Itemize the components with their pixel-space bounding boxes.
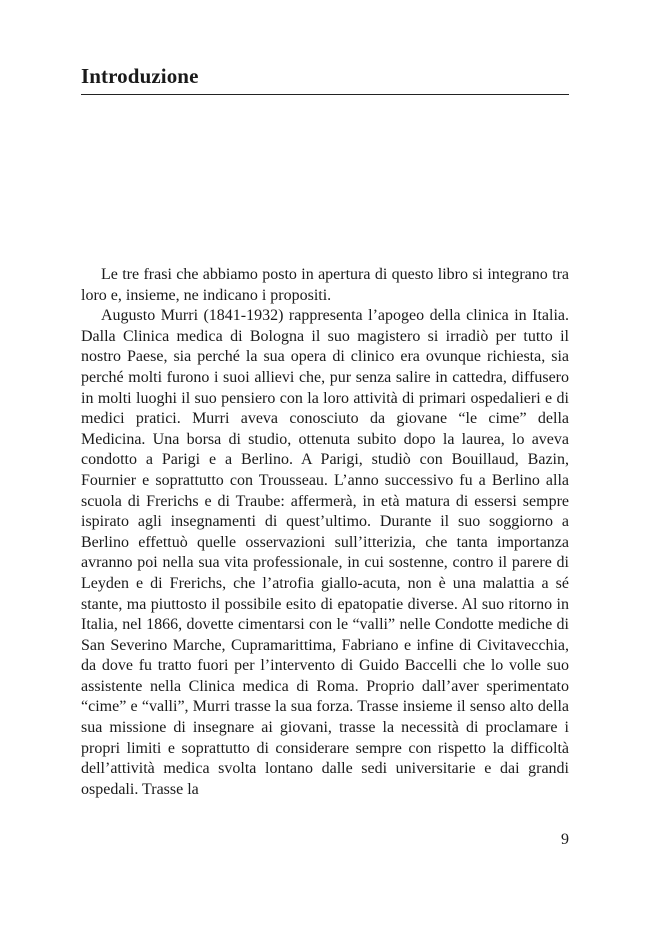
title-underline bbox=[81, 94, 569, 95]
body-text bbox=[81, 265, 569, 800]
paragraph: Le tre frasi che abbiamo posto in apertura di questo libro si integrano tra loro e, insieme, ne indicano i propositi. bbox=[81, 266, 569, 304]
page-number: 9 bbox=[561, 831, 569, 848]
paragraph: Augusto Murri (1841-1932) rappresenta l’apogeo della clinica in Italia. Dalla Clinica medica di Bologna il suo magistero si irradiò per tutto il nostro Paese, sia perché la sua opera di clinico era ovunque richiesta, sia perché molti furono i suoi allievi che, pur senza salire in cattedra, diffusero in molti luoghi il suo pensiero con la loro attività di primari ospedalieri e di medici pratici. Murri aveva conosciuto da giovane “le cime” della Medicina. Una borsa di studio, ottenuta subito dopo la laurea, lo aveva condotto a Parigi e a Berlino. A Parigi, studiò con Bouillaud, Bazin, Fournier e soprattutto con Trousseau. L’anno successivo fu a Berlino alla scuola di Frerichs e di Traube: affermerà, in età matura di essersi sempre ispirato agli insegnamenti di quest’ultimo. Durante il suo soggiorno a Berlino effettuò quelle osservazioni sull’itterizia, che tanta importanza avranno poi nella sua vita professionale, in cui sostenne, contro il parere di Leyden e di Frerichs, che l’atrofia giallo-acuta, non è una malattia a sé stante, ma piuttosto il possibile esito di epatopatie diverse. Al suo ritorno in Italia, nel 1866, dovette cimentarsi con le “valli” nelle Condotte mediche di San Severino Marche, Cupramarittima, Fabriano e infine di Civitavecchia, da dove fu tratto fuori per l’intervento di Guido Baccelli che lo volle suo assistente nella Clinica medica di Roma. Proprio dall’aver sperimentato “cime” e “valli”, Murri trasse la sua forza. Trasse insieme il senso alto della sua missione di insegnare ai giovani, trasse la necessità di proclamare i propri limiti e soprattutto di considerare sempre con rispetto la difficoltà dell’attività medica svolta lontano dalle sedi universitarie e dai grandi ospedali. Trasse la bbox=[81, 307, 569, 798]
chapter-title: Introduzione bbox=[81, 64, 199, 88]
